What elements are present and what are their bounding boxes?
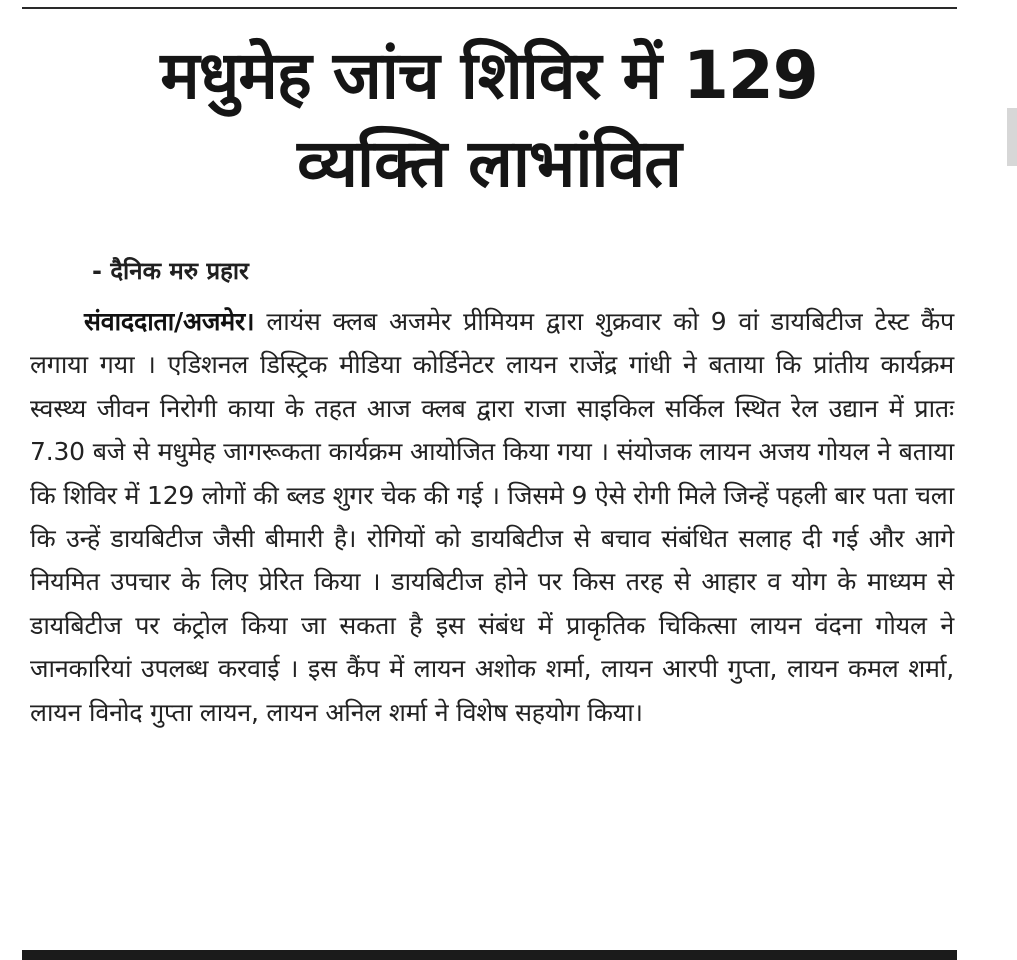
article-dateline: संवाददाता/अजमेर। xyxy=(84,307,255,336)
article-body xyxy=(30,300,954,734)
article-headline xyxy=(24,32,954,208)
headline-line-2: व्यक्ति लाभांवित xyxy=(297,125,681,202)
news-source: - दैनिक मरु प्रहार xyxy=(92,257,249,285)
top-divider-rule xyxy=(22,7,957,9)
bottom-divider-rule xyxy=(22,950,957,960)
page-edge-mark xyxy=(1007,108,1017,166)
headline-line-1: मधुमेह जांच शिविर में 129 xyxy=(160,37,818,114)
article-body-text: लायंस क्लब अजमेर प्रीमियम द्वारा शुक्रवार को 9 वां डायबिटीज टेस्ट कैंप लगाया गया । एडिशनल डिस्ट्रिक मीडिया कोर्डिनेटर लायन राजेंद्र गांधी ने बताया कि प्रांतीय कार्यक्रम स्वस्थ्य जीवन निरोगी काया के तहत आज क्लब द्वारा राजा साइकिल सर्किल स्थित रेल उद्यान में प्रातः 7.30 बजे से मधुमेह जागरूकता कार्यक्रम आयोजित किया गया । संयोजक लायन अजय गोयल ने बताया कि शिविर में 129 लोगों की ब्लड शुगर चेक की गई । जिसमे 9 ऐसे रोगी मिले जिन्हें पहली बार पता चला कि उन्हें डायबिटीज जैसी बीमारी है। रोगियों को डायबिटीज से बचाव संबंधित सलाह दी गई और आगे नियमित उपचार के लिए प्रेरित किया । डायबिटीज होने पर किस तरह से आहार व योग के माध्यम से डायबिटीज पर कंट्रोल किया जा सकता है इस संबंध में प्राकृतिक चिकित्सा लायन वंदना गोयल ने जानकारियां उपलब्ध करवाई । इस कैंप में लायन अशोक शर्मा, लायन आरपी गुप्ता, लायन कमल शर्मा, लायन विनोद गुप्ता लायन, लायन अनिल शर्मा ने विशेष सहयोग किया। xyxy=(30,307,954,727)
